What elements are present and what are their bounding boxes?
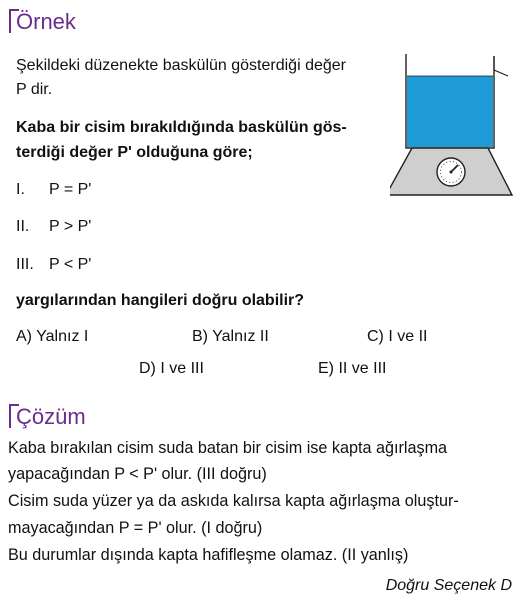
solution-line-3: Cisim suda yüzer ya da askıda kalırsa kapta ağırlaşma oluştur-	[8, 492, 459, 510]
intro-line-1: Şekildeki düzenekte baskülün gösterdiği değer	[16, 57, 346, 74]
option-d[interactable]: D) I ve III	[139, 360, 204, 377]
dial-pivot	[450, 171, 453, 174]
solution-line-5: Bu durumlar dışında kapta hafifleşme olamaz. (II yanlış)	[8, 546, 409, 564]
option-e[interactable]: E) II ve III	[318, 360, 387, 377]
option-c[interactable]: C) I ve II	[367, 328, 428, 345]
question-line-2: terdiği değer P' olduğuna göre;	[16, 144, 253, 161]
intro-line-2: P dir.	[16, 81, 53, 98]
solution-line-4: mayacağından P = P' olur. (I doğru)	[8, 519, 263, 537]
statement-3-number: III.	[16, 256, 34, 273]
solution-line-2: yapacağından P < P' olur. (III doğru)	[8, 465, 267, 483]
statement-1-text: P = P'	[49, 181, 92, 198]
correct-answer: Doğru Seçenek D	[385, 577, 512, 594]
question-prompt: yargılarından hangileri doğru olabilir?	[16, 292, 305, 309]
container-spout	[494, 56, 508, 76]
water	[407, 76, 493, 147]
solution-line-1: Kaba bırakılan cisim suda batan bir cisim ise kapta ağırlaşma	[8, 439, 448, 457]
option-b[interactable]: B) Yalnız II	[192, 328, 269, 345]
solution-heading: Çözüm	[16, 404, 86, 429]
option-a[interactable]: A) Yalnız I	[16, 328, 89, 345]
statement-3-text: P < P'	[49, 256, 92, 273]
question-line-1: Kaba bir cisim bırakıldığında baskülün gös-	[16, 119, 347, 136]
statement-2-text: P > P'	[49, 218, 92, 235]
statement-1-number: I.	[16, 181, 25, 198]
example-heading: Örnek	[16, 9, 76, 34]
statement-2-number: II.	[16, 218, 30, 235]
scale-figure	[390, 52, 520, 202]
